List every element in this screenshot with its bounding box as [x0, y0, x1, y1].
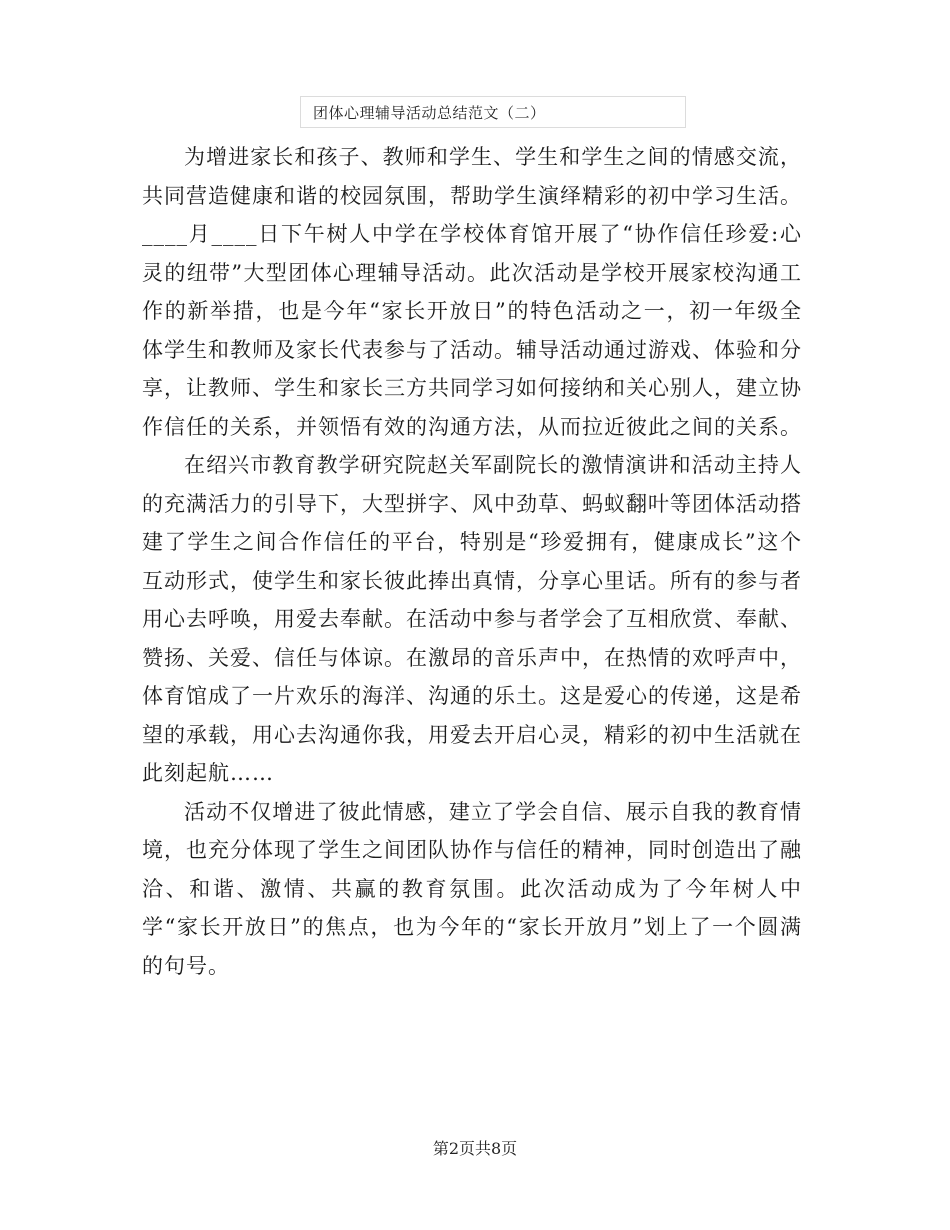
paragraph-3: 活动不仅增进了彼此情感，建立了学会自信、展示自我的教育情境，也充分体现了学生之间团队协作与信任的精神，同时创造出了融洽、和谐、激情、共赢的教育氛围。此次活动成为了今年树人中学“家长开放日”的焦点，也为今年的“家长开放月”划上了一个圆满的句号。	[142, 799, 802, 978]
document-title-box	[300, 96, 686, 128]
paragraph-1: 为增进家长和孩子、教师和学生、学生和学生之间的情感交流，共同营造健康和谐的校园氛围，帮助学生演绎精彩的初中学习生活。____月____日下午树人中学在学校体育馆开展了“协作信任珍爱:心灵的纽带”大型团体心理辅导活动。此次活动是学校开展家校沟通工作的新举措，也是今年“家长开放日”的特色活动之一，初一年级全体学生和教师及家长代表参与了活动。辅导活动通过游戏、体验和分享，让教师、学生和家长三方共同学习如何接纳和关心别人，建立协作信任的关系，并领悟有效的沟通方法，从而拉近彼此之间的关系。	[142, 145, 802, 439]
paragraph-2: 在绍兴市教育教学研究院赵关军副院长的激情演讲和活动主持人的充满活力的引导下，大型拼字、风中劲草、蚂蚁翻叶等团体活动搭建了学生之间合作信任的平台，特别是“珍爱拥有，健康成长”这个互动形式，使学生和家长彼此捧出真情，分享心里话。所有的参与者用心去呼唤，用爱去奉献。在活动中参与者学会了互相欣赏、奉献、赞扬、关爱、信任与体谅。在激昂的音乐声中，在热情的欢呼声中，体育馆成了一片欢乐的海洋、沟通的乐土。这是爱心的传递，这是希望的承载，用心去沟通你我，用爱去开启心灵，精彩的初中生活就在此刻起航……	[142, 453, 802, 785]
document-body	[142, 138, 802, 985]
page-number: 第2页共8页	[432, 1139, 518, 1158]
document-title: 团体心理辅导活动总结范文（二）	[313, 103, 546, 122]
